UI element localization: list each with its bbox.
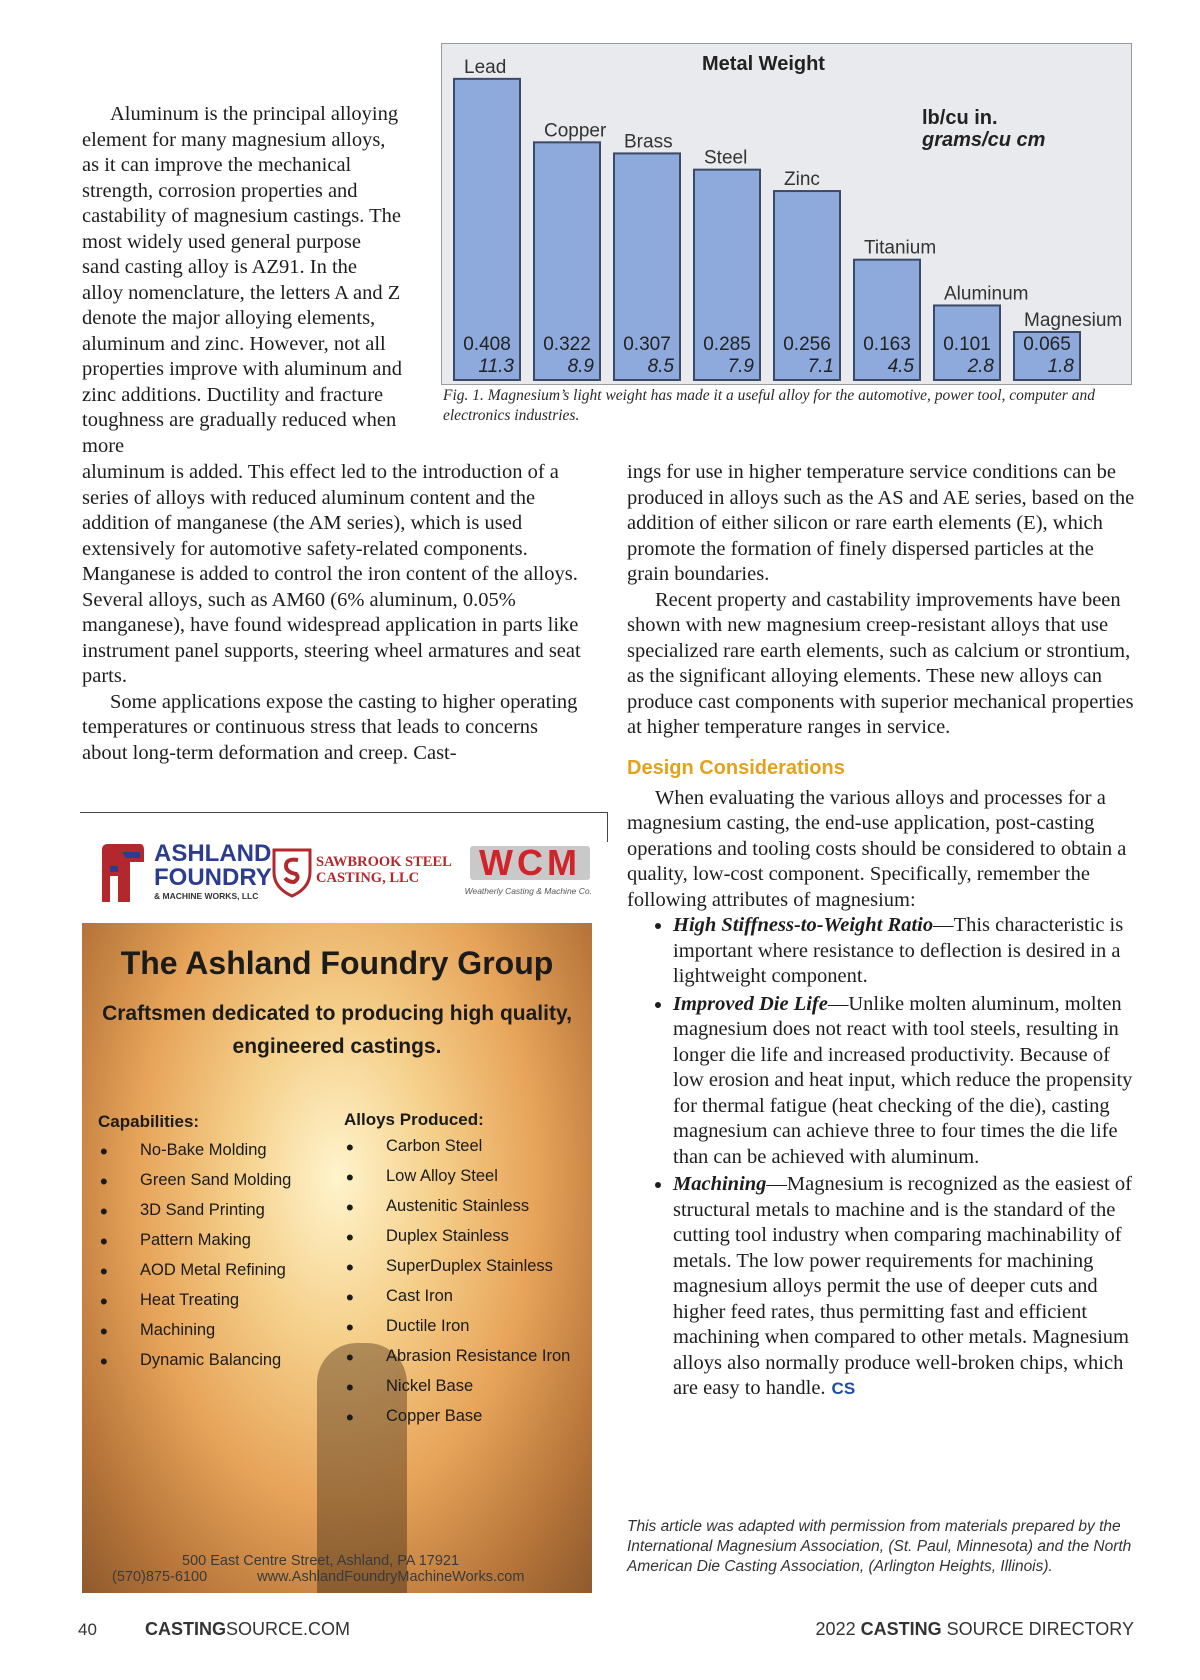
ashland-foundry-ad — [82, 923, 592, 1593]
ashland-sub: & MACHINE WORKS, LLC — [154, 891, 259, 901]
list-item: • SuperDuplex Stainless — [344, 1257, 570, 1287]
list-item: • No-Bake Molding — [98, 1141, 291, 1171]
bar-value-label: 0.307 — [623, 334, 671, 355]
list-item: • AOD Metal Refining — [98, 1261, 291, 1291]
bar-value-label-metric: 8.9 — [567, 356, 594, 377]
list-item: • Carbon Steel — [344, 1137, 570, 1167]
bar-value-label-metric: 7.1 — [807, 356, 834, 377]
alloys-list — [344, 1137, 570, 1437]
lead-paragraph: Aluminum is the principal alloying element for many magnesium alloys, as it can improve the mechanical strength, corrosion properties and castability of magnesium castings. The most widely used general purpose sand casting alloy is AZ91. In the alloy nomenclature, the letters A and Z denote the major alloying elements, aluminum and zinc. However, not all properties improve with aluminum and zinc additions. Ductility and fracture toughness are gradually reduced when more — [82, 103, 402, 457]
bar-category-label: Copper — [544, 120, 607, 142]
article-credit: This article was adapted with permission from materials prepared by the International Magnesium Association, (St. Paul, Minnesota) and the North American Die Casting Association, (Arlington Heights, Illinois). — [627, 1518, 1132, 1575]
footer-site-bold: CASTING — [145, 1619, 226, 1639]
ashland-name — [154, 842, 272, 902]
bar-value-label-metric: 1.8 — [1047, 356, 1074, 377]
ad-tagline: Craftsmen dedicated to producing high quality, engineered castings. — [102, 1002, 572, 1058]
list-item: • 3D Sand Printing — [98, 1201, 291, 1231]
left-paragraph-1: aluminum is added. This effect led to the introduction of a series of alloys with reduced aluminum content and the addition of manganese (the AM series), which is used extensively for automotive safety-related components. Manganese is added to control the iron content of the alloys. Several alloys, such as AM60 (6% aluminum, 0.05% manganese), have found widespread application in parts like instrument panel supports, steering wheel armatures and seat parts. — [82, 461, 581, 687]
attribute-list — [627, 913, 1137, 1402]
bullet-text: —Unlike molten aluminum, molten magnesium does not react with tool steels, resulting in longer die life and increased productivity. Because of low erosion and heat input, which reduce the propensity for thermal fatigue (heat checking of the die), casting magnesium can achieve three to four times the die life than can be achieved with aluminum. — [673, 992, 1133, 1168]
ad-phone: (570)875-6100 — [112, 1569, 208, 1585]
ad-website[interactable]: www.AshlandFoundryMachineWorks.com — [257, 1569, 525, 1585]
list-item: • Nickel Base — [344, 1377, 570, 1407]
list-item — [673, 913, 1137, 990]
list-item: • Pattern Making — [98, 1231, 291, 1261]
ashland-af-icon — [100, 842, 146, 904]
alloys-heading: Alloys Produced: — [344, 1110, 484, 1129]
bullet-text: —Magnesium is recognized as the easiest of structural metals to machine and is the standard of the cutting tool industry when comparing machinability of metals. The low power requirements for machining magnesium alloys permit the use of deeper cuts and higher feed rates, thus permitting fast and efficient machining when compared to other metals. Magnesium alloys also normally produce well-broken chips, which are easy to handle. — [673, 1173, 1132, 1399]
bar-value-label-metric: 4.5 — [887, 356, 914, 377]
footer-site-rest: SOURCE.COM — [226, 1619, 351, 1639]
bar-value-label: 0.285 — [703, 334, 751, 355]
ashland-name-line2: FOUNDRY — [154, 864, 272, 891]
bar-value-label: 0.065 — [1023, 334, 1071, 355]
ad-contact — [82, 1553, 592, 1585]
metal-weight-chart — [441, 43, 1132, 385]
footer-directory-bold: CASTING — [860, 1619, 942, 1639]
bar-category-label: Titanium — [864, 237, 937, 259]
sawbrook-line1: SAWBROOK STEEL — [316, 854, 452, 870]
chart-legend-unit-2: grams/cu cm — [922, 129, 1046, 151]
bar-value-label-metric: 7.9 — [727, 356, 754, 377]
right-column — [627, 460, 1137, 1404]
bar-value-label-metric: 2.8 — [967, 356, 994, 377]
bar-category-label: Brass — [624, 131, 673, 153]
sawbrook-name — [316, 854, 452, 886]
list-item: • Green Sand Molding — [98, 1171, 291, 1201]
bar-value-label: 0.256 — [783, 334, 831, 355]
bullet-term: Machining — [673, 1173, 767, 1195]
list-item: • Duplex Stainless — [344, 1227, 570, 1257]
ad-contact-row — [82, 1569, 592, 1585]
bar-category-label: Aluminum — [944, 283, 1029, 305]
bar-value-label: 0.408 — [463, 334, 511, 355]
ad-divider-side — [607, 812, 608, 842]
left-paragraph-2: Some applications expose the casting to higher operating temperatures or continuous stress that leads to concerns about long-term deformation and creep. Cast- — [82, 690, 578, 764]
wcm-sub: Weatherly Casting & Machine Co. — [464, 886, 592, 896]
page-number: 40 — [78, 1620, 97, 1639]
bar-value-label-metric: 11.3 — [478, 356, 514, 377]
chart-canvas — [442, 44, 1131, 384]
bar-value-label-metric: 8.5 — [647, 356, 674, 377]
bullet-text: —This characteristic is important where resistance to deflection is desired in a lightweight component. — [673, 914, 1124, 987]
footer-directory-rest: SOURCE DIRECTORY — [946, 1619, 1134, 1639]
bar-value-label: 0.101 — [943, 334, 991, 355]
figure-caption: Fig. 1. Magnesium’s light weight has made it a useful alloy for the automotive, power tool, computer and electronics industries. — [443, 387, 1095, 424]
bar-category-label: Lead — [464, 56, 507, 78]
bullet-term: High Stiffness-to-Weight Ratio — [673, 914, 934, 936]
capabilities-heading: Capabilities: — [98, 1112, 200, 1131]
section-heading: Design Considerations — [627, 756, 845, 779]
sawbrook-shield-icon — [272, 848, 312, 898]
list-item: • Cast Iron — [344, 1287, 570, 1317]
list-item: • Heat Treating — [98, 1291, 291, 1321]
list-item — [673, 992, 1137, 1171]
ad-logo-band — [82, 830, 592, 922]
list-item: • Low Alloy Steel — [344, 1167, 570, 1197]
bar-category-label: Steel — [704, 147, 748, 169]
bar-category-label: Zinc — [784, 169, 820, 191]
wcm-logo: WCM — [479, 842, 581, 883]
bar-value-label: 0.163 — [863, 334, 911, 355]
list-item: • Machining — [98, 1321, 291, 1351]
footer-directory — [816, 1619, 1134, 1640]
footer-year: 2022 — [815, 1619, 856, 1639]
end-mark: CS — [831, 1379, 856, 1398]
ad-address: 500 East Centre Street, Ashland, PA 17921 — [182, 1553, 460, 1569]
left-column — [82, 460, 587, 766]
bar-category-label: Magnesium — [1024, 310, 1123, 332]
list-item: • Abrasion Resistance Iron — [344, 1347, 570, 1377]
lead-column — [82, 102, 402, 459]
ashland-logo — [100, 842, 146, 909]
footer-site — [145, 1619, 350, 1640]
bullet-term: Improved Die Life — [673, 992, 828, 1015]
right-paragraph-1: ings for use in higher temperature service conditions can be produced in alloys such as the AS and AE series, based on the addition of either silicon or rare earth elements (E), which promote the formation of finely dispersed particles at the grain boundaries. — [627, 461, 1135, 585]
ad-divider — [80, 812, 608, 813]
ad-title: The Ashland Foundry Group — [120, 945, 554, 981]
list-item: • Austenitic Stainless — [344, 1197, 570, 1227]
bar-value-label: 0.322 — [543, 334, 591, 355]
design-intro: When evaluating the various alloys and processes for a magnesium casting, the end-use application, post-casting operations and tooling costs should be considered to obtain a quality, low-cost component. Specifically, remember the following attributes of magnesium: — [627, 786, 1127, 911]
chart-title: Metal Weight — [702, 53, 825, 75]
sawbrook-line2: CASTING, LLC — [316, 870, 420, 886]
capabilities-list — [98, 1141, 291, 1381]
list-item — [673, 1172, 1137, 1402]
right-paragraph-2: Recent property and castability improvements have been shown with new magnesium creep-resistant alloys that use specialized rare earth elements, such as calcium or strontium, as the significant alloying elements. These new alloys can produce cast components with superior mechanical properties at higher temperature ranges in service. — [627, 588, 1134, 738]
chart-legend-unit-1: lb/cu in. — [922, 107, 998, 129]
list-item: • Copper Base — [344, 1407, 570, 1437]
list-item: • Dynamic Balancing — [98, 1351, 291, 1381]
list-item: • Ductile Iron — [344, 1317, 570, 1347]
ashland-name-line1: ASHLAND — [154, 840, 272, 867]
